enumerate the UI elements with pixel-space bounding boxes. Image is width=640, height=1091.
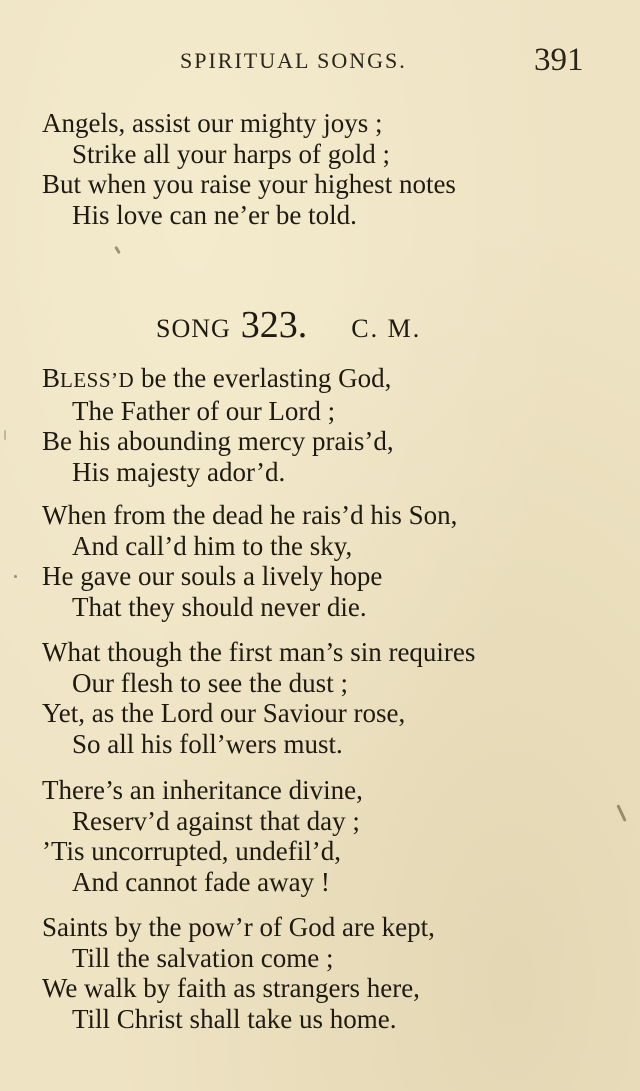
verse-line: His majesty ador’d. bbox=[72, 456, 286, 487]
verse-line: He gave our souls a lively hope bbox=[42, 561, 383, 591]
verse-line: Reserv’d against that day ; bbox=[72, 805, 360, 836]
stanza-5 bbox=[42, 912, 435, 1034]
page-number: 391 bbox=[534, 42, 584, 78]
verse-line: And cannot fade away ! bbox=[72, 866, 330, 897]
stanza-1 bbox=[42, 363, 394, 487]
verse-line: The Father of our Lord ; bbox=[72, 395, 336, 426]
drop-initial: B bbox=[42, 363, 61, 393]
verse-line: Till Christ shall take us home. bbox=[72, 1003, 397, 1034]
stanza-4 bbox=[42, 775, 363, 897]
verse-line-text: be the everlasting God, bbox=[134, 363, 392, 393]
verse-line: But when you raise your highest notes bbox=[42, 169, 456, 199]
verse-line: What though the first man’s sin requires bbox=[42, 637, 476, 667]
stanza-3 bbox=[42, 637, 475, 759]
verse-line: When from the dead he rais’d his Son, bbox=[42, 500, 458, 530]
paper-speck bbox=[14, 575, 17, 578]
verse-line: Till the salvation come ; bbox=[72, 942, 334, 973]
song-heading bbox=[156, 303, 421, 347]
verse-line: Be his abounding mercy prais’d, bbox=[42, 426, 394, 456]
verse-line: Yet, as the Lord our Saviour rose, bbox=[42, 698, 406, 728]
opening-stanza bbox=[42, 108, 456, 230]
verse-line: Angels, assist our mighty joys ; bbox=[42, 108, 383, 138]
paper-speck bbox=[114, 246, 121, 254]
verse-line: His love can ne’er be told. bbox=[72, 199, 357, 230]
song-label: SONG bbox=[156, 314, 231, 343]
verse-line: Our flesh to see the dust ; bbox=[72, 667, 348, 698]
verse-line: There’s an inheritance divine, bbox=[42, 775, 363, 805]
song-number: 323. bbox=[240, 304, 308, 346]
verse-line: Strike all your harps of gold ; bbox=[72, 138, 390, 169]
song-meter: C. M. bbox=[351, 314, 422, 343]
verse-line: We walk by faith as strangers here, bbox=[42, 973, 420, 1003]
first-word-smallcaps: LESS’D bbox=[60, 368, 135, 392]
verse-line: And call’d him to the sky, bbox=[72, 530, 353, 561]
stanza-2 bbox=[42, 500, 457, 622]
verse-line bbox=[42, 363, 394, 396]
verse-line: That they should never die. bbox=[72, 591, 367, 622]
paper-speck bbox=[4, 430, 6, 440]
running-head: SPIRITUAL SONGS. bbox=[180, 48, 407, 73]
verse-line: So all his foll’wers must. bbox=[72, 728, 343, 759]
verse-line: ’Tis uncorrupted, undefil’d, bbox=[42, 836, 341, 866]
paper-speck bbox=[616, 804, 626, 822]
verse-line: Saints by the pow’r of God are kept, bbox=[42, 912, 435, 942]
